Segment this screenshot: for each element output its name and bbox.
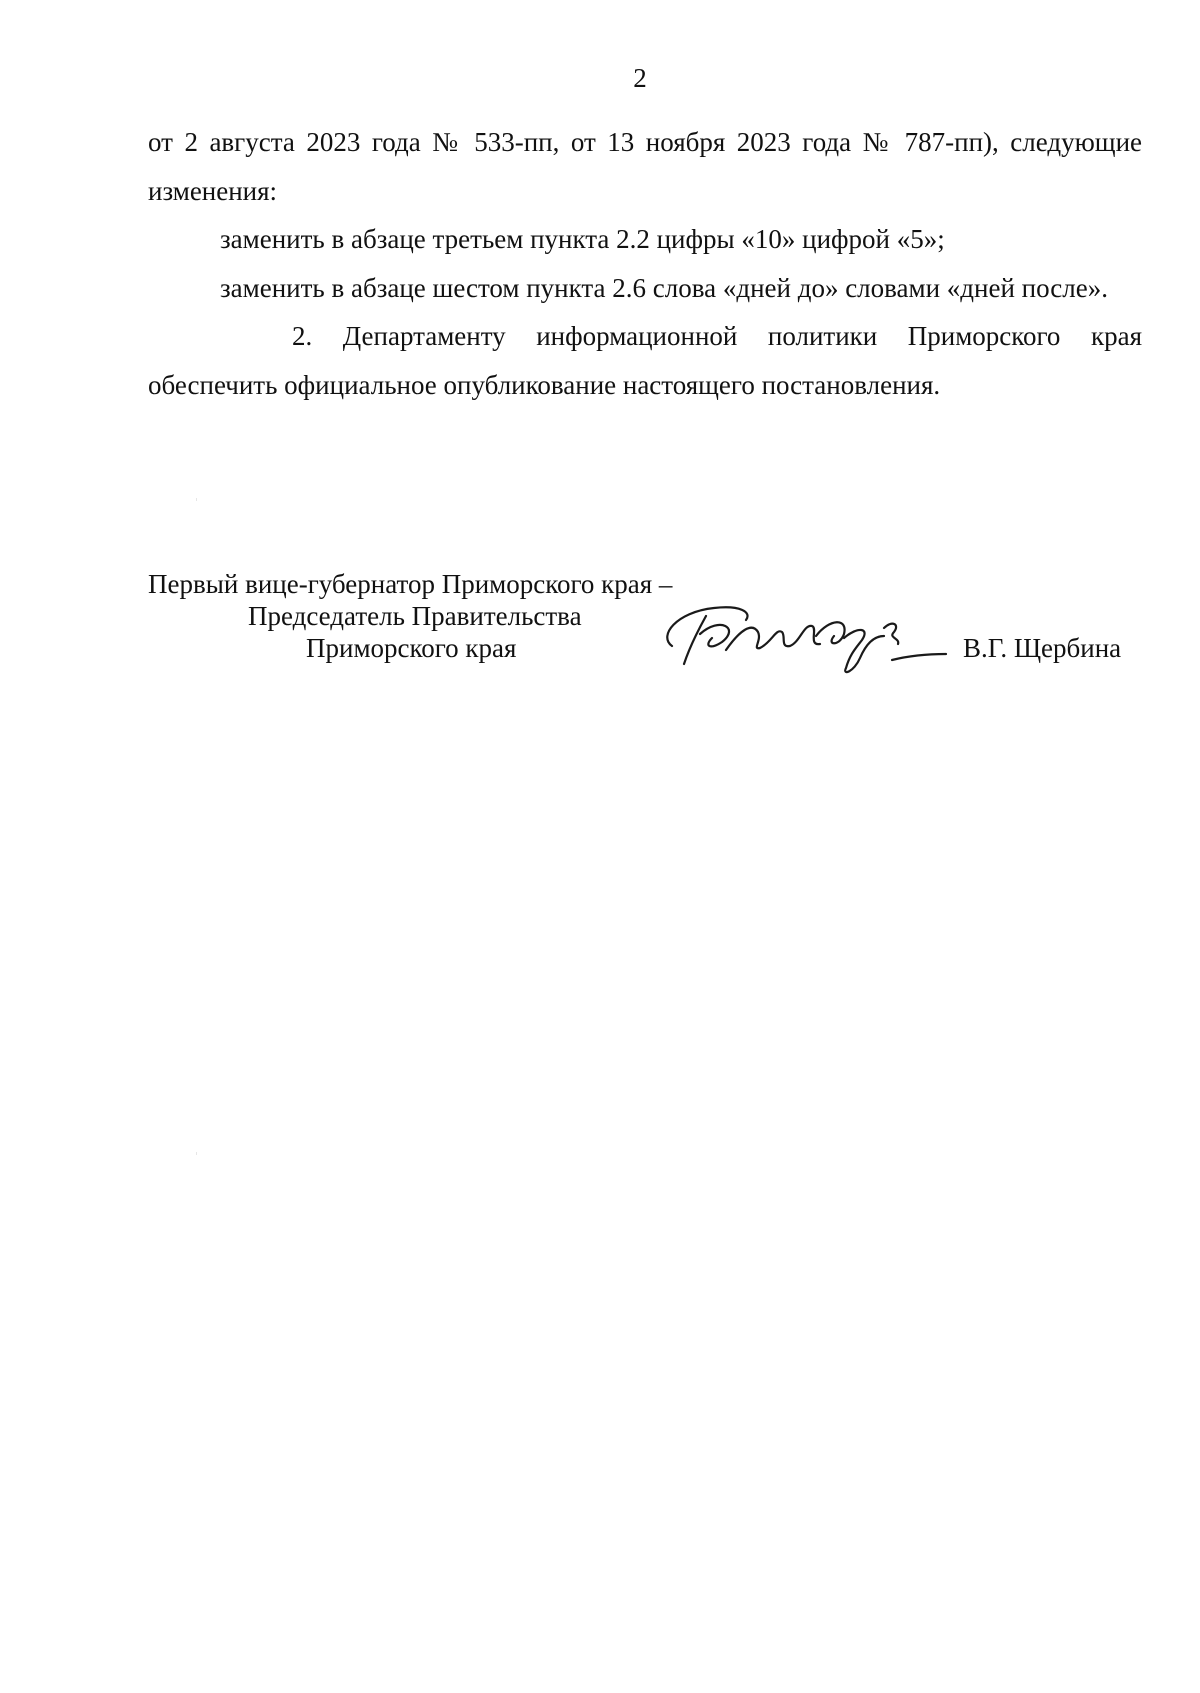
signatory-title-line-3: Приморского края bbox=[306, 633, 517, 663]
document-body bbox=[148, 118, 1142, 409]
amendment-item-1: заменить в абзаце третьем пункта 2.2 цифры «10» цифрой «5»; bbox=[220, 224, 945, 254]
numbered-item-2-number: 2. bbox=[292, 321, 313, 351]
paragraph-continuation: от 2 августа 2023 года № 533-пп, от 13 ноября 2023 года № 787-пп), следующие изменения: bbox=[148, 127, 1142, 206]
handwritten-signature-icon bbox=[648, 588, 948, 678]
page-number: 2 bbox=[633, 63, 647, 93]
signatory-title-line-1: Первый вице-губернатор Приморского края – bbox=[148, 569, 673, 599]
signatory-title-line-2: Председатель Правительства bbox=[248, 601, 582, 631]
numbered-item-2-text: Департаменту информационной политики Приморского края обеспечить официальное опубликование настоящего постановления. bbox=[148, 321, 1142, 400]
scan-artifact bbox=[196, 1152, 197, 1155]
numbered-item-2 bbox=[148, 312, 1142, 409]
amendment-item-2: заменить в абзаце шестом пункта 2.6 слова «дней до» словами «дней после». bbox=[220, 272, 1108, 303]
scan-artifact bbox=[196, 498, 197, 501]
signatory-name: В.Г. Щербина bbox=[963, 633, 1122, 663]
